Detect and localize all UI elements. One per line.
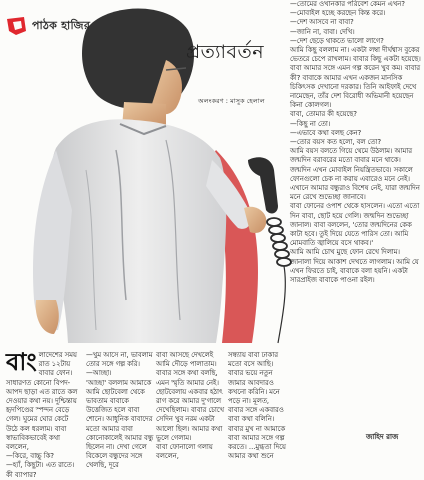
article-title: প্রত্যাবর্তন [186, 41, 265, 63]
paragraph: —দেশ আসবে না বাবা? [290, 18, 354, 27]
paragraph: বাবা ফোনের ওপাশ থেকে হাসলেন। এতো এতো দিন বাবা, ছোট হয়ে গেলি। জন্মদিন শুভেচ্ছা জানাল। বাবা বললেন, 'তোর জন্মদিনের কেক কাটা হবে। তুই দিয়ে যেতে পারিস তো। আমি মোমবাতি জ্বালিয়ে বসে থাকব।' [290, 202, 420, 248]
drop-cap: বাং [6, 348, 37, 376]
author-name: জাহিদ রাজ [366, 433, 399, 441]
paragraph: —তোমের ওখানকার পরিবেশ কেমন এখন? [290, 0, 405, 8]
bottom-text-column-2 [86, 351, 154, 470]
paragraph: লাদেশের সময় রাত ১২টায় বাবার ফোন। সাধারণত কোনো বিপদ-আপদ ছাড়া এত রাতে কল দেওয়ার কথা নয়। দুশ্চিন্তায় হৃদপিণ্ডের স্পন্দন বেড়ে গেল। ঘুমের ঘোর কেটে উঠে কল ধরলাম। বাবা স্বাভাবিকভাবেই কথা বললেন, [6, 351, 78, 452]
paragraph: —খুম আসে না, ভাবলাম তোর সঙ্গে গল্প করি। [86, 351, 153, 369]
paragraph: —মোবাইল হচ্ছে করছেন কিন্ত করে। [290, 9, 386, 18]
section-label: পাঠক হাজির [32, 18, 91, 32]
paragraph: —কিরে, বাচ্চু কি? [6, 452, 54, 461]
paragraph: —তোর বয়স কত হলো, বল তো? [290, 138, 382, 147]
paragraph: আমি বয়স বলতে গিয়ে থেমে উঠলাম। আমার জন্মদিন বরাবরের মতো বাবার মনে থাকে। জন্মদিন এখন মোবাইল নিয়ন্ত্রিতভাবে। সকালে ফোনগুলো চেক না করায় এবারেও মনে নেই। এখানে আমার বন্ধুরাও বিশেষ নেই, যারা জন্মদিন মনে রেখে শুভেচ্ছা জানাবে। [290, 147, 420, 202]
paragraph: —হ্যাঁ, কিছুটা। এত রাতে। কী ব্যাপার? [6, 461, 75, 479]
paragraph: —দেশ ছেড়ে থাকতে ভালো লাগে? [290, 36, 384, 45]
pathok-hajir-logo-icon [4, 15, 30, 37]
paragraph: বাবা ফোনালো গলায় বললেন, [156, 443, 213, 461]
right-text-column [290, 0, 422, 428]
paragraph: —আচ্ছা। [86, 369, 112, 378]
section-header [4, 15, 90, 37]
paragraph: —কিছু না তো। [290, 119, 331, 128]
paragraph: বাবা আসছে দেখলেই আমি দৌড়ে পালাতাম। বাবার সঙ্গে কথা বলছি, এমন স্মৃতি আমার নেই। ছোটবেলায় একবার হঠাৎ রাগ করে আমার দু'গালে দেখেছিলাম। বাবার চোখে সেদিন খুব নরম একটা আলো ছিল। আমার কথা ভুলে গেলাম। [156, 351, 224, 442]
paragraph: বাবা, তোমার কী হয়েছে? [290, 110, 357, 119]
illustration-credit: অলংকরণ : মাসুক হেলাল [198, 97, 265, 105]
paragraph: —জানি না, বাবা। দেখি। [290, 27, 355, 36]
bottom-text-column-3 [156, 351, 224, 461]
paragraph: আমি কিছু বললাম না। একটা লম্বা দীর্ঘশ্বাস বুকের ভেতরে চেপে রাখলাম। বাবার কিছু একটা হয়েছে। বাবা আমার সঙ্গে এমন গল্প করেন খুব কম। বাবার কী? বাবাকে আমার এখন একজন মানসিক চিকিৎসক দেখানো দরকার। তিনি আইফাই দেখে নামেছেন, তাঁর দেশ বিরোধী অভিমানী হয়েছেন কিনা কোলগল। [290, 46, 421, 110]
paragraph: সন্ধ্যায় বাবা ঢাকার মতো বসে আছি। বাবার ভয়ে নতুন জামার আবদারও কখনো করিনি। মনে পড়ে না। মূলত, বাবার সঙ্গে একবারও বাবা কথা বলিনি। বাবার মুখ না আমাকে বাবা আমার সঙ্গে গল্প করতে। ...মুগ্ধতা দিয়ে আমার কথা শুনে [228, 351, 286, 461]
paragraph: —এভাবে কথা বলছ কেন? [290, 128, 362, 137]
paragraph: 'আচ্ছা' বললাম আমাকে আমি ছোটবেলা থেকে ভাবতাম বাবাকে উত্তেজিত হলে বাবা শোনে। আধুনিক বাবাদের মতো আমার বাবা কোনোকালেই আমার বন্ধু ছিলেন না। দেখা গেলে বিকেলে বন্ধুদের সঙ্গে খেলছি, দূরে [86, 378, 154, 470]
man-with-telephone-illustration [16, 0, 308, 343]
bottom-text-column-4 [228, 351, 286, 461]
paragraph: আমি আমি চোখ মুছে ফোন রেখে দিলাম। জানালা দিয়ে আকাশ দেখতে লাগলাম। আমি যে এখন ফিরতে চাই, বাবাকে বলা হয়নি। একটা সারপ্রাইজ বাবাকে পাওনা রইল। [290, 248, 419, 285]
bottom-text-column-1 [6, 348, 82, 479]
